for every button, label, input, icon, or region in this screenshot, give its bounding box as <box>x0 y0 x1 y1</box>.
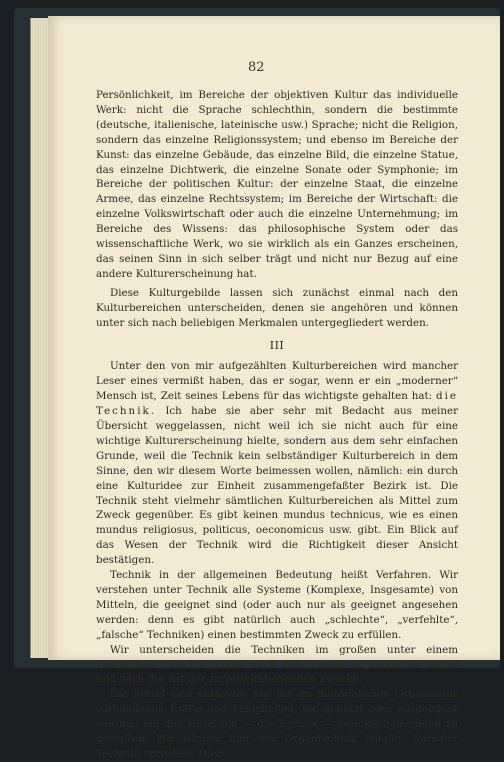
paragraph-6: Die Mittel sind entweder nur die im menschlichen Organismus vorhandenen Kräfte und Fähigkeiten, die genutzt oder ausgebildet werden, um das Verfahren — die Technik — zweckentsprechend zu gestalten. Wir können hier von Organtechnik (vitaler, formaler Technik) sprechen. Hier- <box>96 688 458 760</box>
section-heading: III <box>269 338 285 352</box>
emphasis-technik: die Technik. <box>96 390 459 418</box>
paragraph-2: Diese Kulturgebilde lassen sich zunächst einmal nach den Kulturbereichen unterscheiden, denen sie angehören und können unter sich nach beliebigen Merkmalen untergegliedert werden. <box>96 286 458 329</box>
paragraph-1: Persönlichkeit, im Bereiche der objektiven Kultur das individuelle Werk: nicht die Sprache schlechthin, sondern die bestimmte (deutsche, italienische, lateinische usw.) Sprache; nicht die Religion, sondern das einzelne Religionssystem; und ebenso im Bereiche der Kunst: das einzelne Gebäude, das einzelne Bild, die einzelne Statue, das einzelne Dichtwerk, die einzelne Sonate oder Symphonie; im Bereiche der politischen Kultur: der einzelne Staat, die einzelne Armee, das einzelne Rechtssystem; im Bereiche der Wirtschaft: die einzelne Volkswirtschaft oder auch die einzelne Unternehmung; im Bereiche des Wissens: das philosophische System oder das wissenschaftliche Werk, wo sie wirklich als ein Ganzes erscheinen, das seinen Sinn in sich selber trägt und nicht nur Bezug auf eine andere Kulturerscheinung hat. <box>96 89 458 280</box>
paragraph-5: Wir unterscheiden die Techniken im großen unter einem zweifachen Gesichtspunkte: nach der Art der angewandten Mittel und nach der Art der zu verwirklichenden Zwecke. <box>96 643 458 686</box>
page-text <box>96 88 458 762</box>
page-number: 82 <box>248 60 265 75</box>
paragraph-4: Technik in der allgemeinen Bedeutung heißt Verfahren. Wir verstehen unter Technik alle Systeme (Komplexe, Insgesamte) von Mitteln, die geeignet sind (oder auch nur als geeignet angesehen werden: denn es gibt natürlich auch „schlechte“, „verfehlte“, „falsche“ Techniken) einen bestimmten Zweck zu erfüllen. <box>96 569 458 641</box>
paragraph-3-start: Unter den von mir aufgezählten Kulturbereichen wird mancher Leser eines vermißt haben, das er sogar, wenn er ein „moderner“ Mensch ist, Zeit seines Lebens für das wichtigste gehalten hat: <box>96 360 458 403</box>
paragraph-3 <box>96 359 458 568</box>
paragraph-3-end: Ich habe sie aber sehr mit Bedacht aus meiner Übersicht weggelassen, nicht weil ich sie nicht auch für eine wichtige Kulturerscheinung hielte, sondern aus dem sehr einfachen Grunde, weil die Technik kein selbständiger Kulturbereich in dem Sinne, den wir diesem Worte beimessen wollen, nämlich: ein durch eine Kulturidee zur Einheit zusammengefaßter Bezirk ist. Die Technik steht vielmehr sämtlichen Kulturbereichen als Mittel zum Zweck gegenüber. Es gibt keinen mundus technicus, wie es einen mundus religiosus, politicus, oeconomicus usw. gibt. Ein Blick auf das Wesen der Technik wird die Richtigkeit dieser Ansicht bestätigen. <box>96 405 458 567</box>
